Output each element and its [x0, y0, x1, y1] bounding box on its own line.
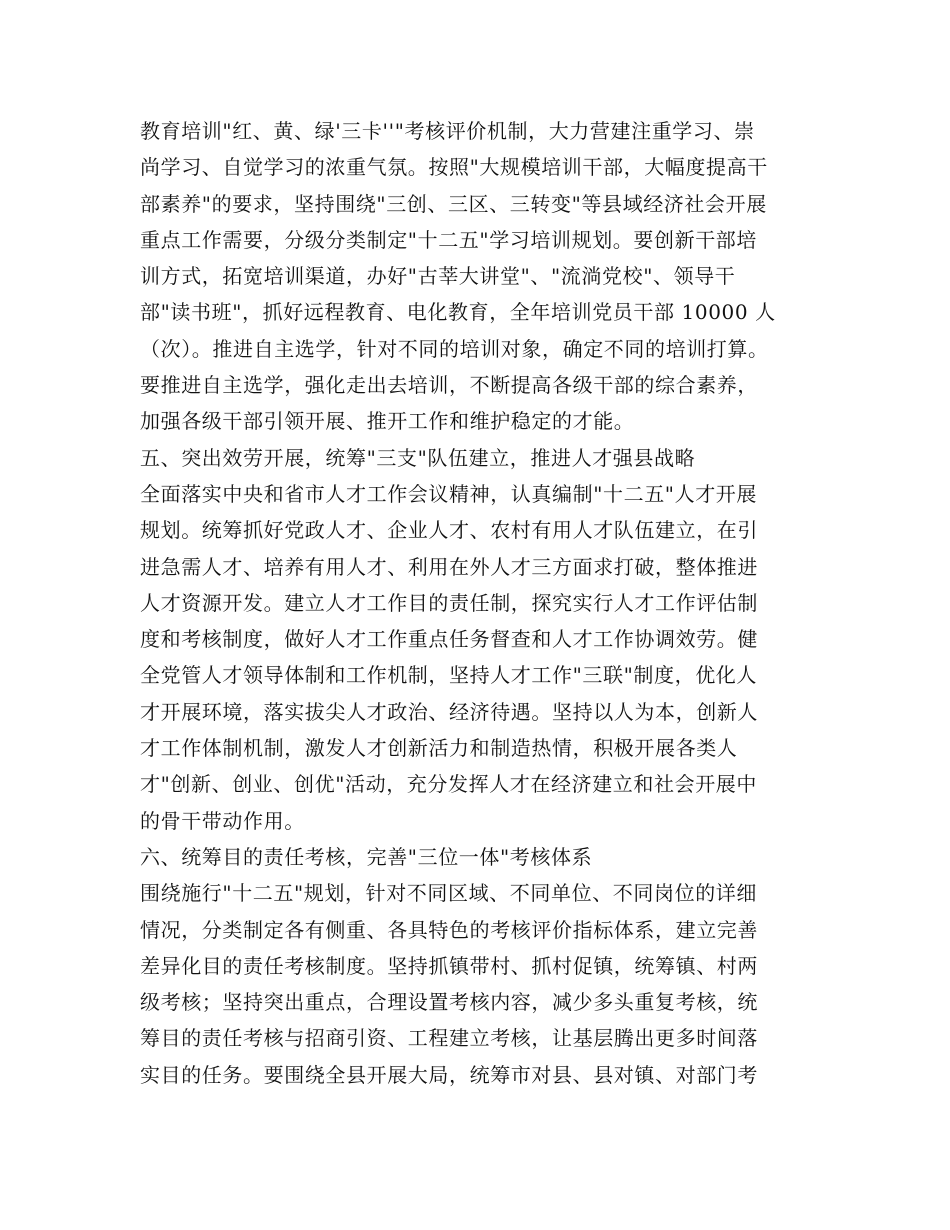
text-line: 级考核；坚持突出重点，合理设置考核内容，减少多头重复考核，统 [140, 990, 758, 1015]
text-line: 要推进自主选学，强化走出去培训，不断提高各级干部的综合素养， [140, 373, 758, 398]
text-line: 实目的任务。要围绕全县开展大局，统筹市对县、县对镇、对部门考 [140, 1062, 758, 1087]
section-heading: 五、突出效劳开展，统筹"三支"队伍建立，推进人才强县战略 [140, 445, 696, 470]
text-line: 规划。统筹抓好党政人才、企业人才、农村有用人才队伍建立，在引 [140, 518, 758, 543]
text-line: 部素养"的要求，坚持围绕"三创、三区、三转变"等县域经济社会开展 [140, 191, 767, 216]
text-line: 重点工作需要，分级分类制定"十二五"学习培训规划。要创新干部培 [140, 227, 757, 252]
text-line: 差异化目的责任考核制度。坚持抓镇带村、抓村促镇，统筹镇、村两 [140, 953, 758, 978]
text-line: 才"创新、创业、创优"活动，充分发挥人才在经济建立和社会开展中 [140, 772, 757, 797]
text-line: 全面落实中央和省市人才工作会议精神，认真编制"十二五"人才开展 [140, 481, 757, 506]
text-line: 部"读书班"，抓好远程教育、电化教育，全年培训党员干部 10000 人 [140, 300, 776, 325]
text-line: 才工作体制机制，激发人才创新活力和制造热情，积极开展各类人 [140, 736, 738, 761]
text-line: 教育培训"红、黄、绿'三卡''"考核评价机制，大力营建注重学习、崇 [140, 119, 755, 143]
text-line: 筹目的责任考核与招商引资、工程建立考核，让基层腾出更多时间落 [140, 1026, 758, 1051]
text-line: 训方式，拓宽培训渠道，办好"古莘大讲堂"、"流淌党校"、领导干 [140, 264, 736, 289]
text-line: 才开展环境，落实拔尖人才政治、经济待遇。坚持以人为本，创新人 [140, 699, 758, 724]
text-line: 人才资源开发。建立人才工作目的责任制，探究实行人才工作评估制 [140, 590, 758, 615]
text-line: 的骨干带动作用。 [140, 808, 305, 833]
section-heading: 六、统筹目的责任考核，完善"三位一体"考核体系 [140, 844, 593, 869]
text-line: 围绕施行"十二五"规划，针对不同区域、不同单位、不同岗位的详细 [140, 881, 757, 906]
text-line: 尚学习、自觉学习的浓重气氛。按照"大规模培训干部，大幅度提高干 [140, 155, 768, 180]
text-line: 加强各级干部引领开展、推开工作和维护稳定的才能。 [140, 409, 635, 434]
text-line: 进急需人才、培养有用人才、利用在外人才三方面求打破，整体推进 [140, 554, 758, 579]
text-line: 全党管人才领导体制和工作机制，坚持人才工作"三联"制度，优化人 [140, 663, 757, 688]
document-body [140, 113, 820, 1093]
text-line: 度和考核制度，做好人才工作重点任务督查和人才工作协调效劳。健 [140, 627, 758, 652]
text-line: （次）。推进自主选学，针对不同的培训对象，确定不同的培训打算。 [140, 336, 769, 361]
text-line: 情况，分类制定各有侧重、各具特色的考核评价指标体系，建立完善 [140, 917, 758, 942]
